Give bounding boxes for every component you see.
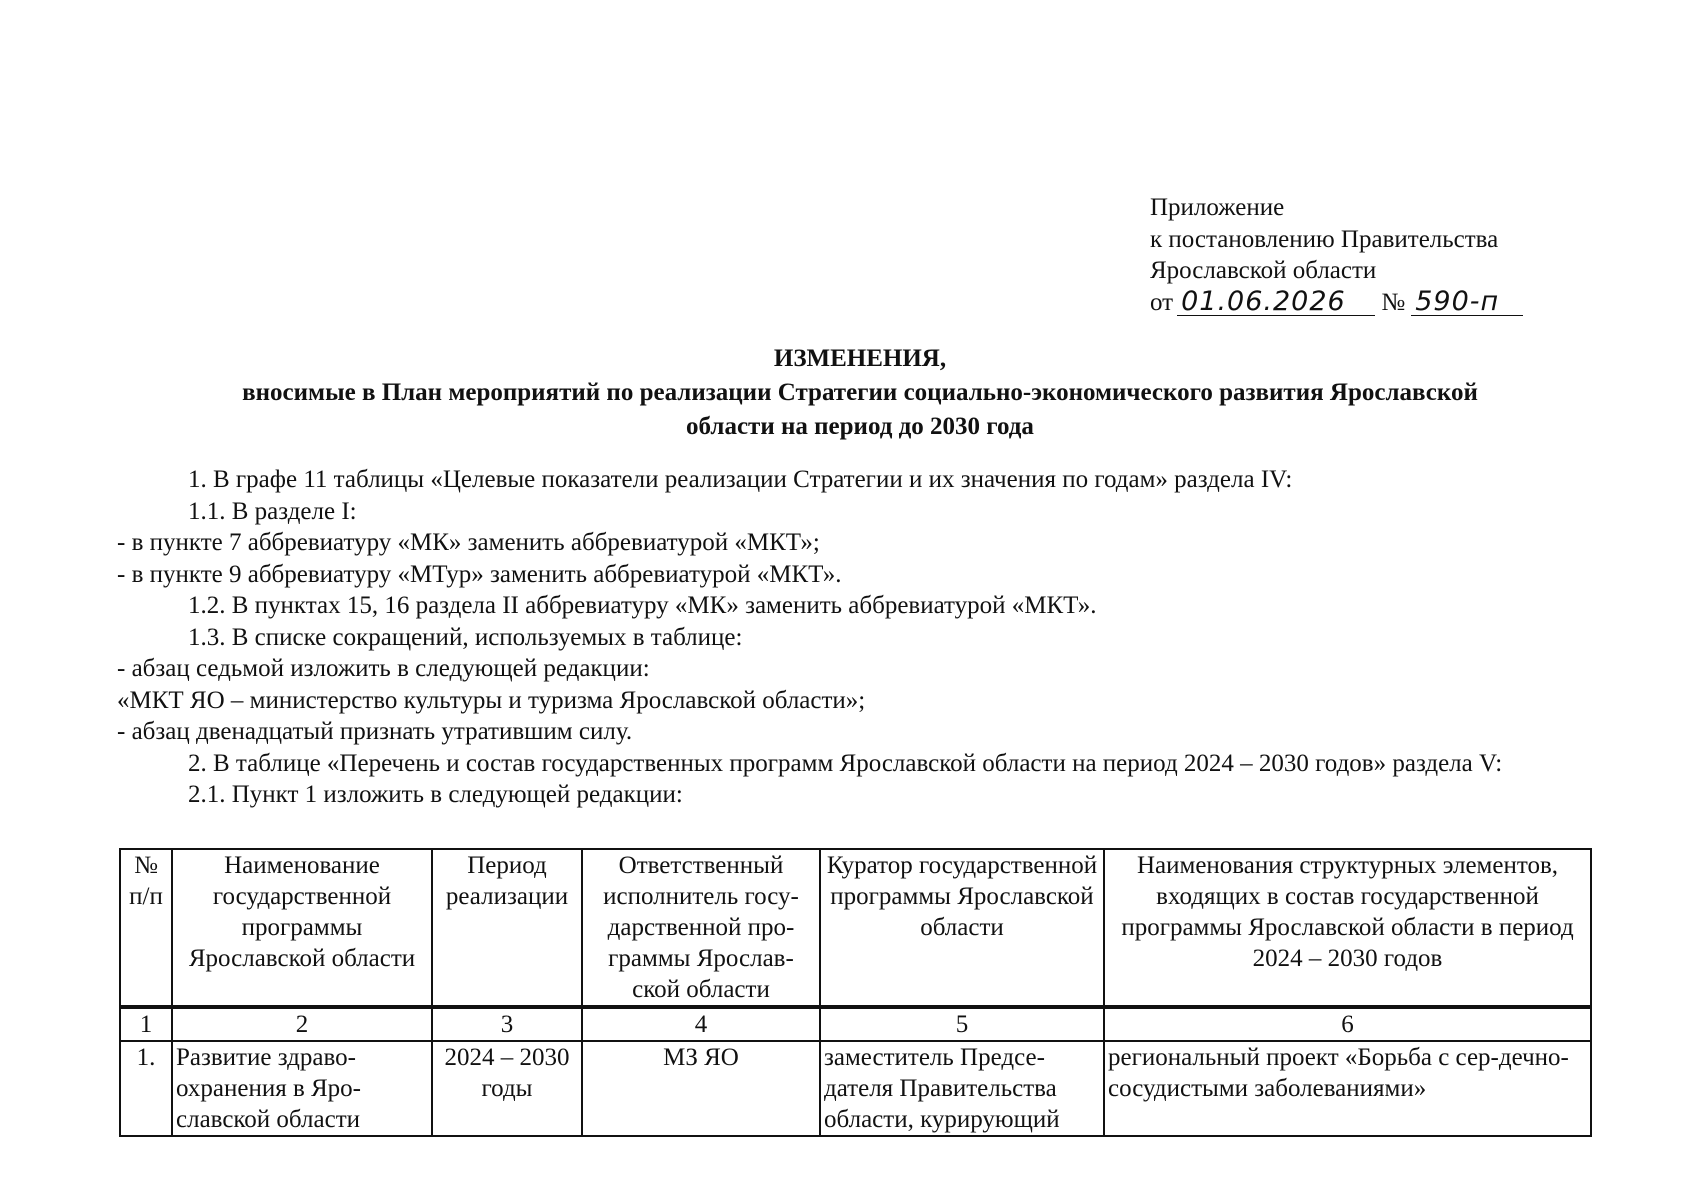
body-text (117, 464, 1589, 811)
header-num: № п/п (120, 849, 172, 1006)
row-elements: региональный проект «Борьба с сер-дечно-сосудистыми заболеваниями» (1104, 1041, 1591, 1136)
paragraph-item-7: - в пункте 7 аббревиатуру «МК» заменить аббревиатурой «МКТ»; (117, 529, 820, 556)
paragraph-mkt-definition: «МКТ ЯО – министерство культуры и туризма Ярославской области»; (117, 686, 866, 714)
paragraph-1-3: 1.3. В списке сокращений, используемых в таблице: (188, 623, 743, 651)
row-curator: заместитель Предсе-дателя Правительства области, курирующий (820, 1041, 1104, 1136)
paragraph-abzac-7: - абзац седьмой изложить в следующей редакции: (117, 655, 650, 682)
column-number: 5 (820, 1008, 1104, 1041)
handwritten-number: 590-п (1411, 289, 1523, 316)
appendix-line-2: к постановлению Правительства (1150, 225, 1499, 253)
column-number: 6 (1104, 1008, 1591, 1041)
header-program-name: Наименование государственной программы Ярославской области (172, 849, 432, 1006)
column-number: 1 (120, 1008, 172, 1041)
row-executor: МЗ ЯО (582, 1041, 820, 1136)
column-number: 2 (172, 1008, 432, 1041)
heading-subtitle-2: области на период до 2030 года (686, 413, 1034, 440)
header-elements: Наименования структурных элементов, входящих в состав государственной программы Ярославской области в период 2024 – 2030 годов (1104, 849, 1591, 1006)
column-number: 4 (582, 1008, 820, 1041)
header-curator: Куратор государственной программы Ярославской области (820, 849, 1104, 1006)
table-column-numbers (120, 1008, 1591, 1041)
appendix-block (1150, 192, 1523, 318)
paragraph-1-2: 1.2. В пунктах 15, 16 раздела II аббревиатуру «МК» заменить аббревиатурой «МКТ». (188, 592, 1097, 619)
table-header-row (120, 849, 1591, 1006)
number-label: № (1381, 288, 1406, 316)
handwritten-date: 01.06.2026 (1177, 289, 1375, 316)
row-program-name: Развитие здраво-охранения в Яро-славской области (172, 1041, 432, 1136)
paragraph-2-1: 2.1. Пункт 1 изложить в следующей редакции: (188, 781, 683, 808)
row-period: 2024 – 2030 годы (432, 1041, 582, 1136)
paragraph-abzac-12: - абзац двенадцатый признать утратившим силу. (117, 718, 633, 745)
appendix-date-line (1150, 287, 1523, 319)
heading-subtitle-1: вносимые в План мероприятий по реализации Стратегии социально-экономического развития Ярославской (242, 379, 1478, 406)
paragraph-2: 2. В таблице «Перечень и состав государственных программ Ярославской области на период 2024 – 2030 годов» раздела V: (188, 749, 1503, 777)
appendix-line-3: Ярославской области (1150, 257, 1377, 284)
header-executor: Ответственный исполнитель госу-дарственной про-граммы Ярослав-ской области (582, 849, 820, 1006)
paragraph-item-9: - в пункте 9 аббревиатуру «МТур» заменить аббревиатурой «МКТ». (117, 560, 842, 588)
row-num: 1. (120, 1041, 172, 1136)
from-label: от (1150, 288, 1174, 316)
programs-table (119, 848, 1592, 1137)
document-heading (120, 342, 1600, 444)
appendix-line-1: Приложение (1150, 194, 1285, 221)
column-number: 3 (432, 1008, 582, 1041)
heading-title: ИЗМЕНЕНИЯ, (773, 345, 947, 372)
header-period: Период реализации (432, 849, 582, 1006)
paragraph-1: 1. В графе 11 таблицы «Целевые показатели реализации Стратегии и их значения по годам» раздела IV: (188, 466, 1293, 493)
table-row (120, 1041, 1591, 1136)
paragraph-1-1: 1.1. В разделе I: (188, 497, 357, 525)
